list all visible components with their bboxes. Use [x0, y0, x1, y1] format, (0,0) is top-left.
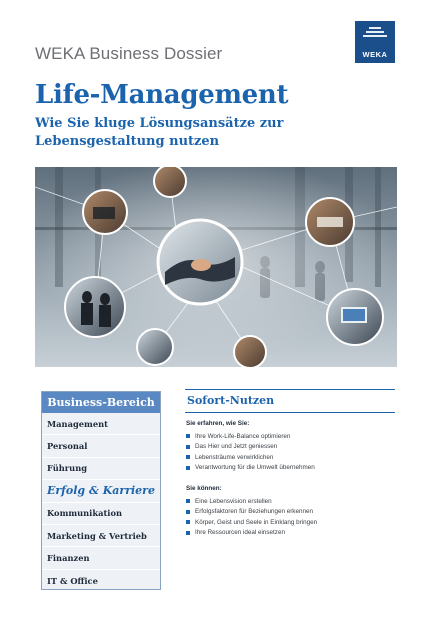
list-item: Körper, Geist und Seele in Einklang bringen: [186, 517, 401, 528]
weka-logo: [355, 21, 395, 63]
list-item: Verantwortung für die Umwelt übernehmen: [186, 463, 401, 474]
list-item: Ihre Work-Life-Balance optimieren: [186, 431, 401, 442]
bullet-icon: [186, 455, 190, 459]
page-title: Life-Management: [35, 80, 289, 110]
panel-item-management: Management: [42, 413, 160, 435]
logo-text: WEKA: [362, 50, 388, 59]
list-item: Eine Lebensvision erstellen: [186, 496, 401, 507]
panel-item-erfolg-karriere: Erfolg & Karriere: [42, 480, 160, 502]
panel-item-personal: Personal: [42, 435, 160, 457]
business-area-panel: [41, 391, 161, 590]
bullet-icon: [186, 466, 190, 470]
learn-block: [186, 420, 401, 473]
bullet-icon: [186, 510, 190, 514]
sofort-nutzen-heading: Sofort-Nutzen: [185, 389, 395, 413]
list-item: Ihre Ressourcen ideal einsetzen: [186, 528, 401, 539]
bullet-icon: [186, 445, 190, 449]
panel-item-finanzen: Finanzen: [42, 547, 160, 569]
panel-item-fuehrung: Führung: [42, 458, 160, 480]
can-title: Sie können:: [186, 485, 222, 492]
panel-item-it-office: IT & Office: [47, 575, 98, 586]
list-item: Erfolgsfaktoren für Beziehungen erkennen: [186, 507, 401, 518]
can-block: [186, 485, 401, 538]
bullet-icon: [186, 531, 190, 535]
panel-item-marketing-vertrieb: Marketing & Vertrieb: [42, 525, 160, 547]
list-item: Lebensträume verwirklichen: [186, 452, 401, 463]
hero-image: [35, 167, 397, 367]
learn-title: Sie erfahren, wie Sie:: [186, 420, 250, 427]
series-label: WEKA Business Dossier: [35, 44, 223, 63]
page-subtitle: Wie Sie kluge Lösungsansätze zur Lebensgestaltung nutzen: [35, 116, 284, 149]
bullet-icon: [186, 434, 190, 438]
bullet-icon: [186, 499, 190, 503]
panel-item-kommunikation: Kommunikation: [42, 503, 160, 525]
bullet-icon: [186, 520, 190, 524]
panel-heading: Business-Bereich: [42, 392, 160, 413]
list-item: Das Hier und Jetzt geniessen: [186, 442, 401, 453]
